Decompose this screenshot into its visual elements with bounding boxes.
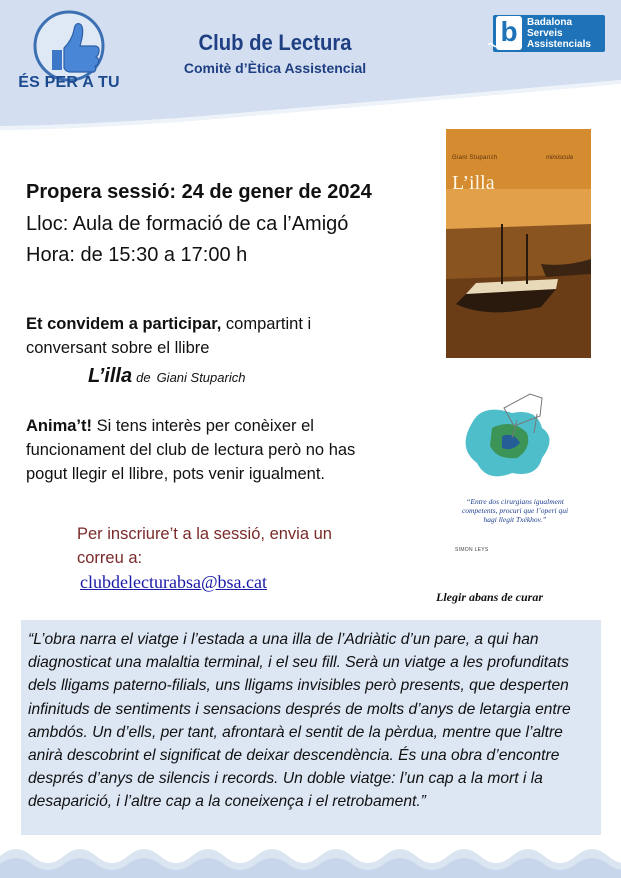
encourage-text: Si tens interès per conèixer el funcionament del club de lectura però no has pogut llegir el llibre, pots venir igualment. [26, 417, 356, 483]
cover-author: Giani Stuparich [452, 155, 498, 161]
encourage-paragraph [26, 414, 376, 486]
book-author: Giani Stuparich [156, 370, 246, 385]
logo-line-3: Assistencials [527, 39, 591, 50]
book-title: L’illa [88, 365, 133, 387]
session-date: Propera sessió: 24 de gener de 2024 [26, 181, 372, 203]
cover-illustration [446, 129, 591, 358]
logo-wave-icon [488, 40, 498, 50]
book-cover-illustration [442, 388, 592, 564]
signup-text: Per inscriure’t a la sessió, envia un correu a: [77, 525, 332, 567]
page-subtitle: Comitè d’Ètica Assistencial [183, 60, 367, 76]
invite-paragraph [26, 312, 386, 360]
book-reference [88, 365, 245, 388]
cover-publisher: minúscula [546, 155, 574, 161]
logo-letter: b [500, 16, 518, 47]
book-summary-quote: “L’obra narra el viatge i l’estada a una illa de l’Adriàtic d’un pare, a qui han diagnosticat una malaltia terminal, i el seu fill. Serà un viatge a les profunditats dels lligams paterno-filials, uns lligams invisibles però presents, que desperten infinituds de sentiments i sensacions després de molts d’anys de letargia entre ambdós. Un d’ells, per tant, afrontarà el sentit de la pèrdua, mentre que l’altre anirà descobrint el significat de deixar descendència. És una obra d’encontre després d’anys de silencis i records. Un doble viatge: l’un cap a la mort i la desaparició, i l’altre cap a la coneixença i el retrobament.” [28, 631, 571, 811]
book2-caption: Llegir abans de curar [436, 590, 544, 604]
book2-author: SIMON LEYS [455, 547, 489, 553]
encourage-lead: Anima’t! [26, 417, 92, 435]
session-place: Lloc: Aula de formació de ca l’Amigó [26, 213, 349, 235]
book-de: de [136, 370, 151, 385]
session-time: Hora: de 15:30 a 17:00 h [26, 244, 248, 266]
invite-lead: Et convidem a participar, [26, 315, 222, 333]
page-title: Club de Lectura [198, 30, 352, 55]
logo-line-2: Serveis [527, 28, 563, 39]
logo-line-1: Badalona [527, 17, 573, 28]
cover-title: L’illa [452, 172, 495, 194]
footer-waves [0, 838, 621, 878]
book-cover [446, 129, 591, 358]
book2-quote: “Entre dos cirurgians igualment competents, procuri que l’operi qui hagi llegit Txékhov.” [461, 497, 569, 524]
logo-caption: ÉS PER A TU [18, 74, 120, 91]
email-link[interactable]: clubdelecturabsa@bsa.cat [80, 572, 267, 592]
invite-text: compartint i conversant sobre el llibre [26, 315, 312, 357]
